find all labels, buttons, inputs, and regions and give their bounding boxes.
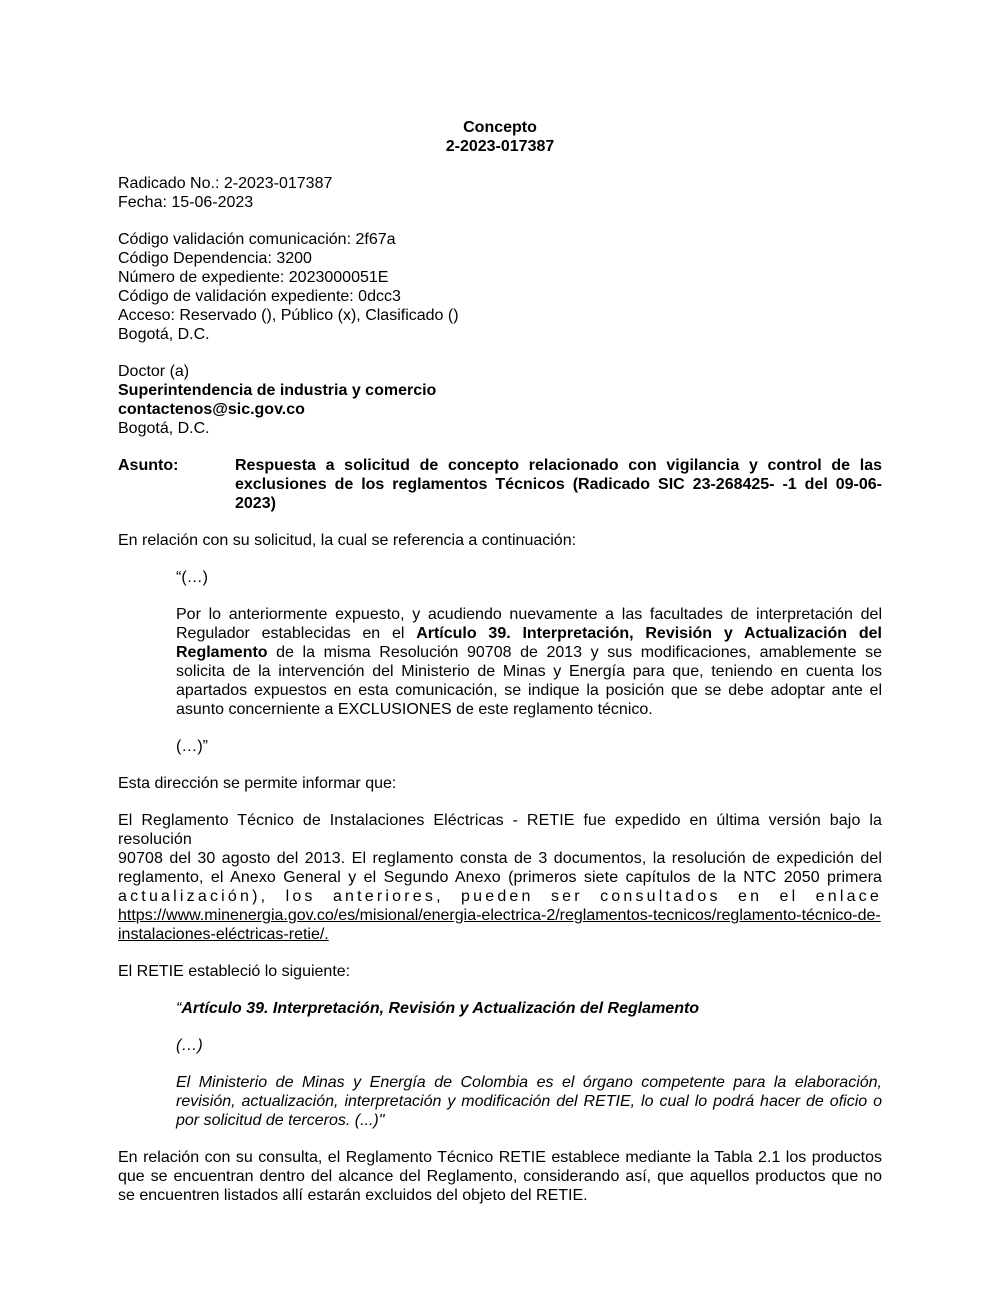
quote-text-part1: Por lo anteriormente expuesto, y acudiendo nuevamente a las facultades de interpretación del Regulador establecidas en el xyxy=(176,606,882,642)
retie-paragraph xyxy=(118,811,882,944)
acceso-line: Acceso: Reservado (), Público (x), Clasificado () xyxy=(118,307,459,324)
recipient-city: Bogotá, D.C. xyxy=(118,420,210,437)
recipient-entity: Superintendencia de industria y comercio xyxy=(118,382,437,399)
retie-link[interactable]: https://www.minenergia.gov.co/es/misional/energia-electrica-2/reglamentos-tecnicos/reglamento-técnico-de-instalaciones-eléctricas-retie/. xyxy=(118,907,881,943)
article-title xyxy=(176,999,882,1018)
codigo-validacion-expediente-line: Código de validación expediente: 0dcc3 xyxy=(118,288,401,305)
quote-bold-article: Artículo 39. Interpretación, Revisión y Actualización del Reglamento xyxy=(176,625,882,661)
retie-line: reglamento, el Anexo General y el Segundo Anexo (primeros siete capítulos de la NTC 2050 primera xyxy=(118,869,882,886)
article-text: El Ministerio de Minas y Energía de Colombia es el órgano competente para la elaboración, revisión, actualización, interpretación y modificación del RETIE, lo cual lo podrá hacer de oficio o por solicitud de terceros. (...)" xyxy=(176,1074,882,1129)
codigo-validacion-line: Código validación comunicación: 2f67a xyxy=(118,231,396,248)
codigo-dependencia-line: Código Dependencia: 3200 xyxy=(118,250,312,267)
quoted-request-paragraph xyxy=(176,605,882,719)
asunto-text: Respuesta a solicitud de concepto relacionado con vigilancia y control de las exclusiones de los reglamentos Técnicos (Radicado SIC 23-268425- -1 del 09-06-2023) xyxy=(235,457,882,512)
quote-open: “(…) xyxy=(176,569,208,586)
retie-line: El Reglamento Técnico de Instalaciones Eléctricas - RETIE fue expedido en última versión bajo la resolución xyxy=(118,812,882,848)
retie-line: actualización), los anteriores, pueden ser consultados en el enlace xyxy=(118,888,882,905)
quote-text-part2: de la misma Resolución 90708 de 2013 y sus modificaciones, amablemente se solicita de la intervención del Ministerio de Minas y Energía para que, teniendo en cuenta los apartados expuestos en esta comunicación, se indique la posición que se debe adoptar ante el asunto concerniente a EXCLUSIONES de este reglamento técnico. xyxy=(176,644,882,718)
establecio-paragraph: El RETIE estableció lo siguiente: xyxy=(118,963,351,980)
asunto-block xyxy=(118,456,882,513)
document-title: Concepto xyxy=(463,119,537,136)
recipient-email: contactenos@sic.gov.co xyxy=(118,401,305,418)
radicado-line: Radicado No.: 2-2023-017387 xyxy=(118,175,333,192)
asunto-label: Asunto: xyxy=(118,457,179,474)
document-number: 2-2023-017387 xyxy=(445,138,555,155)
retie-line: 90708 del 30 agosto del 2013. El reglamento consta de 3 documentos, la resolución de expedición del xyxy=(118,850,882,867)
quote-close: (…)” xyxy=(176,738,208,755)
recipient-salutation: Doctor (a) xyxy=(118,363,190,380)
numero-expediente-line: Número de expediente: 2023000051E xyxy=(118,269,389,286)
consulta-paragraph: En relación con su consulta, el Reglamento Técnico RETIE establece mediante la Tabla 2.1 los productos que se encuentran dentro del alcance del Reglamento, considerando así, que aquellos productos que no se encuentren listados allí estarán excluidos del objeto del RETIE. xyxy=(118,1149,882,1204)
article-quote-mark: “ xyxy=(176,1000,182,1017)
document-page xyxy=(118,118,882,1205)
intro-paragraph: En relación con su solicitud, la cual se referencia a continuación: xyxy=(118,532,577,549)
article-ellipsis: (…) xyxy=(176,1037,203,1054)
ciudad-line: Bogotá, D.C. xyxy=(118,326,210,343)
informa-paragraph: Esta dirección se permite informar que: xyxy=(118,775,397,792)
article-title-text: Artículo 39. Interpretación, Revisión y Actualización del Reglamento xyxy=(181,1000,700,1017)
fecha-line: Fecha: 15-06-2023 xyxy=(118,194,254,211)
